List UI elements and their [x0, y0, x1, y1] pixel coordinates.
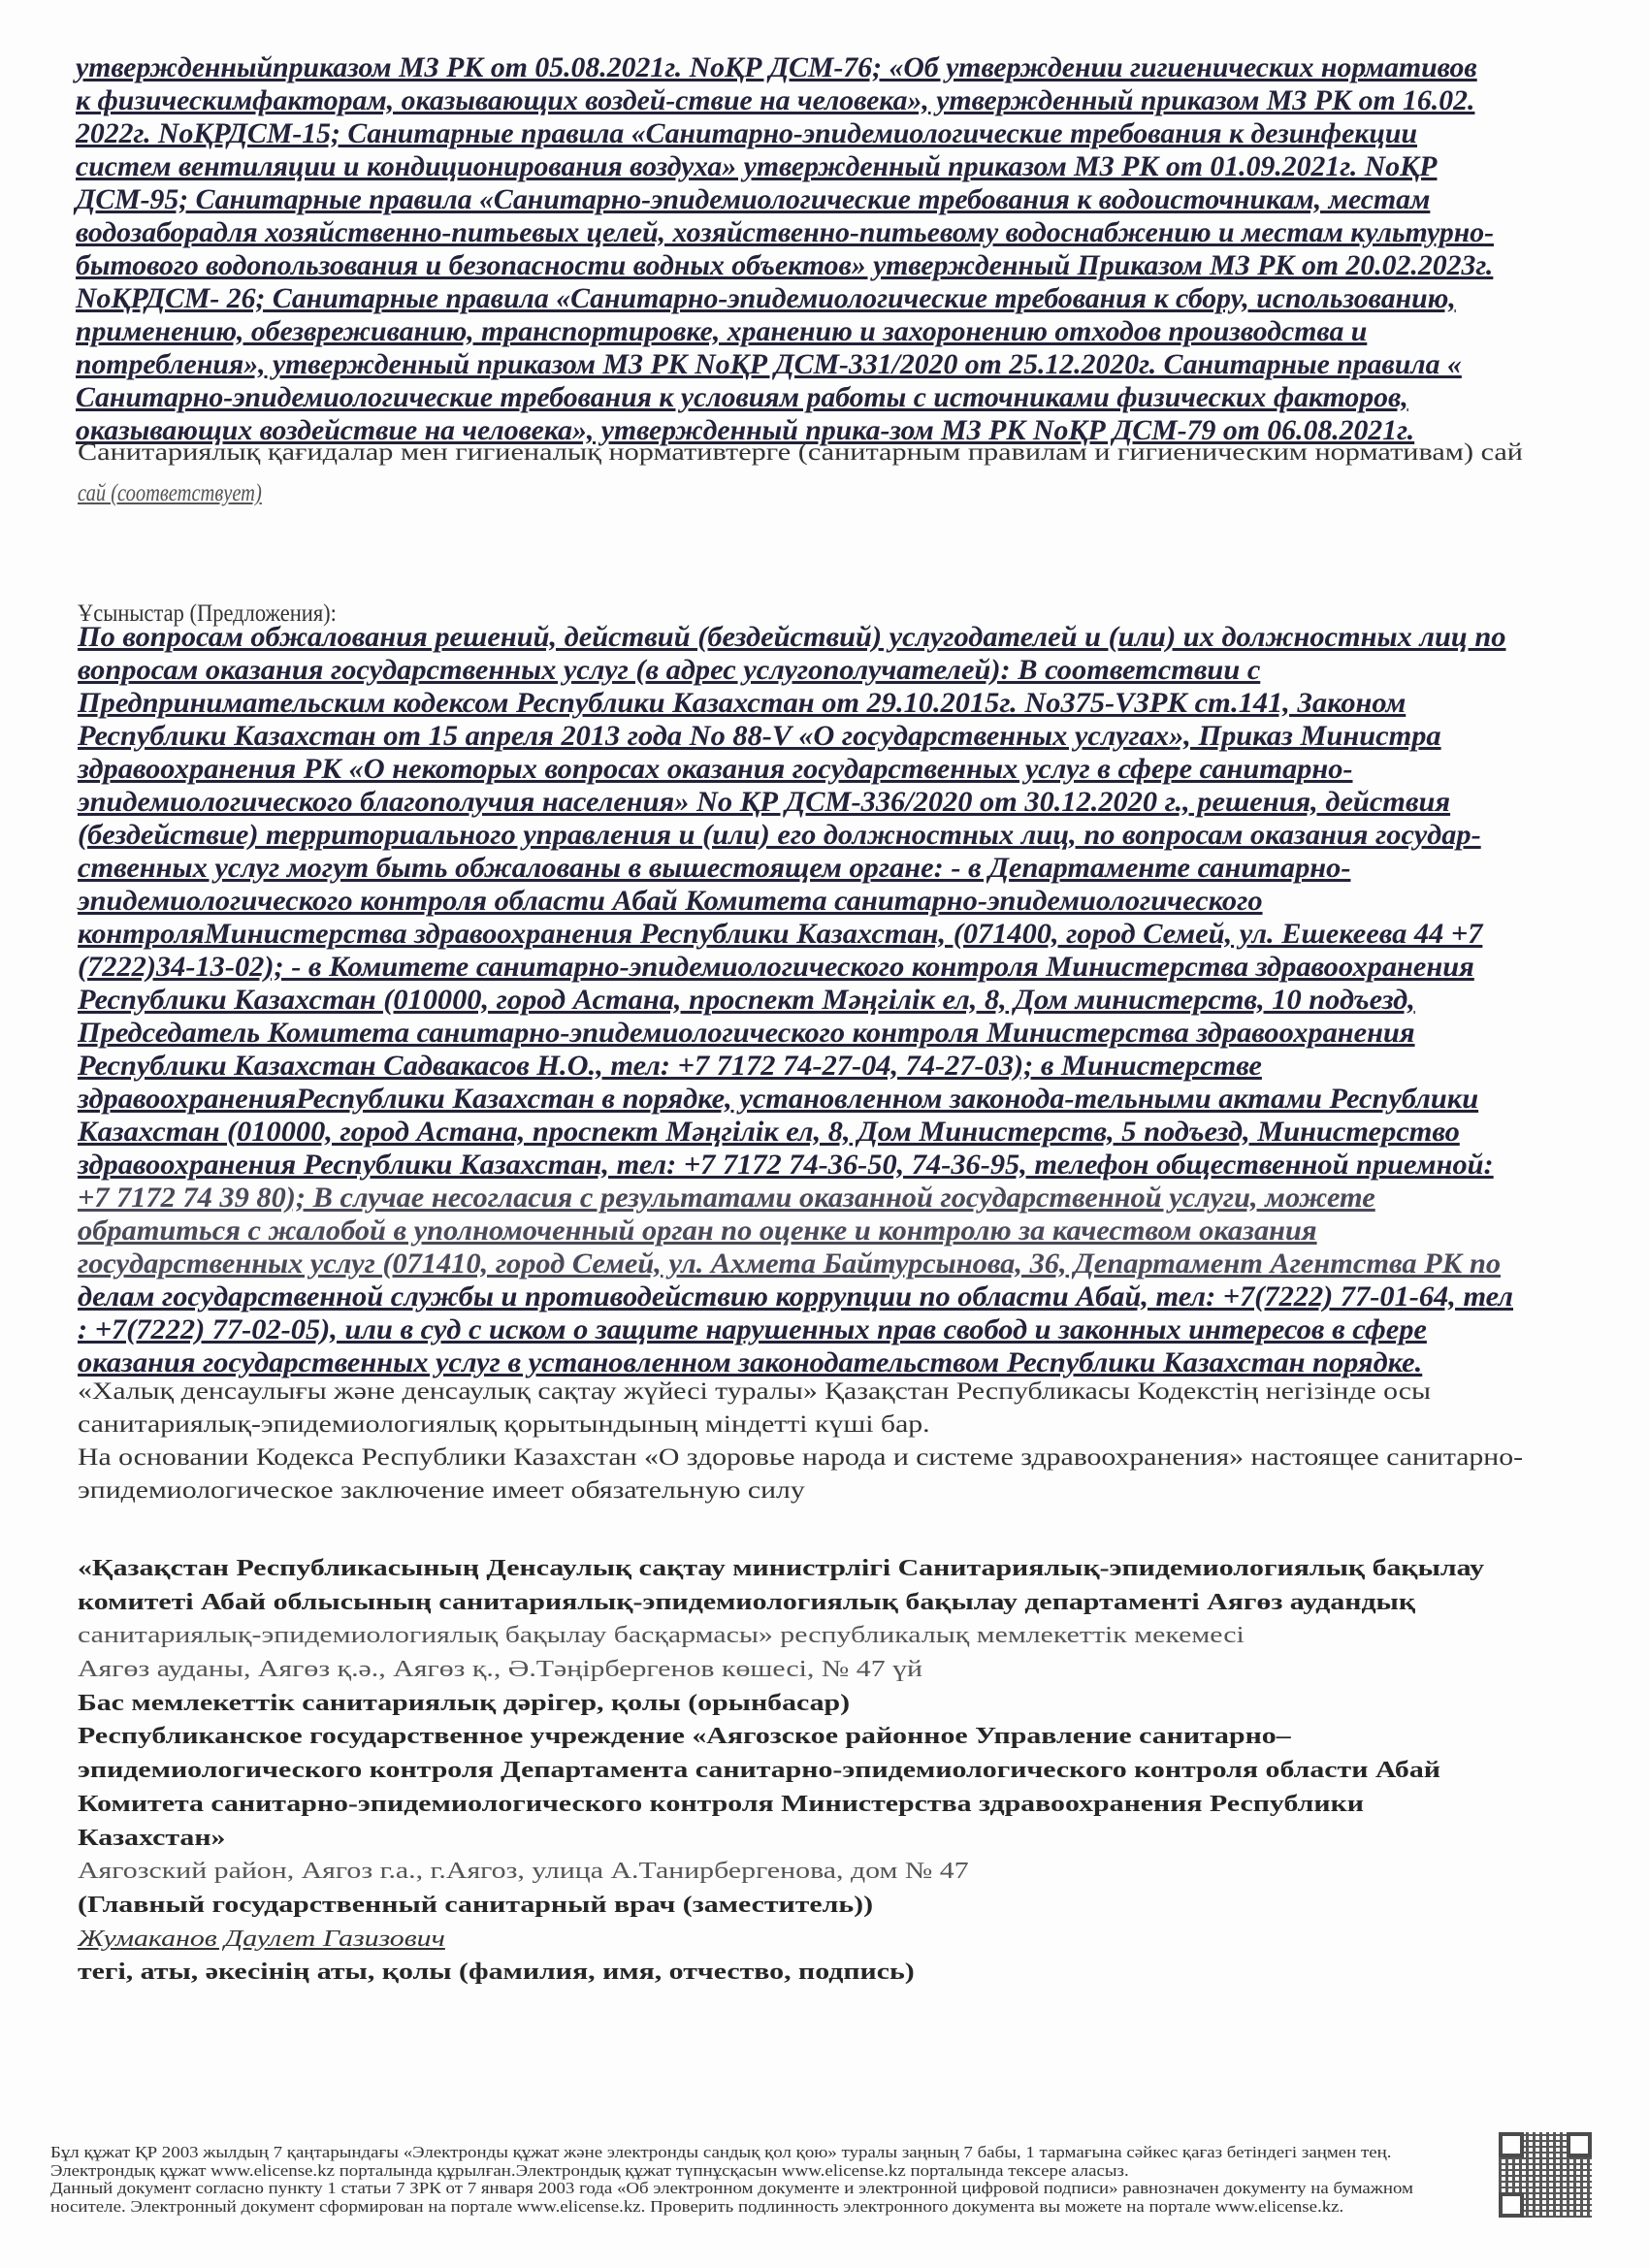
- text-line: оказывающих воздействие на человека», утвержденный прика-зом МЗ РК NoҚР ДСМ-79 от 06.08.2021г.: [76, 414, 1415, 446]
- text-line: здравоохраненияРеспублики Казахстан в порядке, установленном законода-тельными актами Республики: [78, 1083, 1479, 1115]
- text-line: Республики Казахстан Садвакасов Н.О., тел: +7 7172 74-27-04, 74-27-03); в Министерстве: [78, 1050, 1262, 1082]
- text-line: потребления», утвержденный приказом МЗ РК NoҚР ДСМ-331/2020 от 25.12.2020г. Санитарные правила «: [76, 348, 1462, 380]
- text-line: эпидемиологического благополучия населения» No ҚР ДСМ-336/2020 от 30.12.2020 г., решения, действия: [78, 786, 1451, 818]
- text-line: оказания государственных услуг в установленном законодательством Республики Казахстан порядке.: [78, 1346, 1423, 1378]
- signer-name: Жумаканов Даулет Газизович: [78, 1926, 445, 1952]
- text-line: систем вентиляции и кондиционирования воздуха» утвержденный приказом МЗ РК от 01.09.2021г. NoҚР: [76, 150, 1438, 182]
- text-line: 2022г. NoҚРДСМ-15; Санитарные правила «Санитарно-эпидемиологические требования к дезинфекции: [76, 117, 1417, 149]
- text-line: водозаборадля хозяйственно-питьевых целей, хозяйственно-питьевому водоснабжению и местам культурно-: [76, 216, 1494, 248]
- issuer-address: Аягөз ауданы, Аягөз қ.ә., Аягөз қ., Ә.Тәңірбергенов көшесі, № 47 үй: [78, 1657, 922, 1683]
- issuer-position: (Главный государственный санитарный врач (заместитель)): [78, 1892, 874, 1918]
- issuer-position: Бас мемлекеттік санитариялық дәрігер, қолы (орынбасар): [78, 1690, 851, 1716]
- text-line: (7222)34-13-02); - в Комитете санитарно-эпидемиологического контроля Министерства здравоохранения: [78, 951, 1474, 983]
- text-line: Санитарно-эпидемиологические требования к условиям работы с источниками физических факторов,: [76, 381, 1408, 413]
- text-line: делам государственной службы и противодействию коррупции по области Абай, тел: +7(7222) 77-01-64, тел: [78, 1280, 1513, 1312]
- issuer-line: Казахстан»: [78, 1825, 226, 1851]
- text-line: +7 7172 74 39 80); В случае несогласия с результатами оказанной государственной услуги, можете: [78, 1182, 1375, 1214]
- footer-notice: [50, 2143, 1414, 2216]
- issuer-line: комитеті Абай облысының санитариялық-эпидемиологиялық бақылау департаменті Аягөз аудандық: [78, 1589, 1416, 1615]
- text-line: : +7(7222) 77-02-05), или в суд с иском о защите нарушенных прав свобод и законных интересов в сфере: [78, 1313, 1427, 1345]
- text-line: NoҚРДСМ- 26; Санитарные правила «Санитарно-эпидемиологические требования к сбору, использованию,: [76, 282, 1456, 314]
- compliance-value: [78, 477, 302, 510]
- text-line: Республики Казахстан от 15 апреля 2013 года No 88-V «О государственных услугах», Приказ Министра: [78, 720, 1441, 752]
- issuer-address: Аягозский район, Аягоз г.а., г.Аягоз, улица А.Танирбергенова, дом № 47: [78, 1859, 969, 1885]
- footer-line: Бұл құжат ҚР 2003 жылдың 7 қаңтарындағы «Электронды құжат және электронды сандық қол қою» туралы заңның 7 бабы, 1 тармағына сәйкес қағаз бетіндегі заңмен тең.: [50, 2143, 1392, 2161]
- footer-line: носителе. Электронный документ сформирован на портале www.elicense.kz. Проверить подлинность электронного документа вы можете на портале www.elicense.kz.: [50, 2196, 1344, 2216]
- text-line: Председатель Комитета санитарно-эпидемиологического контроля Министерства здравоохранения: [78, 1017, 1415, 1049]
- compliance-label-text: Санитариялық қағидалар мен гигиеналық нормативтерге (санитарным правилам и гигиеническим нормативам) сай: [78, 439, 1523, 466]
- issuer-block: [78, 1552, 1484, 1990]
- text-line: к физическимфакторам, оказывающих воздей-ствие на человека», утвержденный приказом МЗ РК от 16.02.: [76, 84, 1475, 116]
- text-line: здравоохранения РК «О некоторых вопросах оказания государственных услуг в сфере санитарно-: [78, 753, 1353, 785]
- text-line: бытового водопользования и безопасности водных объектов» утвержденный Приказом МЗ РК от 20.02.2023г.: [76, 249, 1494, 281]
- regulations-text: [76, 51, 1505, 447]
- text-line: На основании Кодекса Республики Казахстан «О здоровье народа и системе здравоохранения» настоящее санитарно-: [78, 1444, 1523, 1471]
- text-line: По вопросам обжалования решений, действий (бездействий) услугодателей и (или) их должностных лиц по: [78, 621, 1506, 653]
- text-line: здравоохранения Республики Казахстан, тел: +7 7172 74-36-50, 74-36-95, телефон общественной приемной:: [78, 1149, 1494, 1181]
- issuer-line: Комитета санитарно-эпидемиологического контроля Министерства здравоохранения Республики: [78, 1791, 1364, 1817]
- proposals-label-text: Ұсыныстар (Предложения):: [78, 600, 337, 627]
- text-line: санитариялық-эпидемиологиялық қорытындының міндетті күші бар.: [78, 1411, 930, 1438]
- issuer-line: «Қазақстан Республикасының Денсаулық сақтау министрлігі Санитариялық-эпидемиологиялық бақылау: [78, 1556, 1484, 1581]
- text-line: государственных услуг (071410, город Семей, ул. Ахмета Байтурсынова, 36, Департамент Агентства РК по: [78, 1247, 1502, 1280]
- issuer-line: Республиканское государственное учреждение «Аягозское районное Управление санитарно–: [78, 1724, 1291, 1750]
- signature-caption: тегі, аты, әкесінің аты, қолы (фамилия, имя, отчество, подпись): [78, 1960, 915, 1986]
- issuer-line: эпидемиологического контроля Департамента санитарно-эпидемиологического контроля области Абай: [78, 1758, 1440, 1784]
- text-line: (бездействие) территориального управления и (или) его должностных лиц, по вопросам оказания государ-: [78, 819, 1481, 851]
- text-line: Предпринимательским кодексом Республики Казахстан от 29.10.2015г. No375-VЗРК ст.141, Законом: [78, 687, 1406, 719]
- footer-line: Электрондық құжат www.elicense.kz порталында құрылған.Электрондық құжат түпнұсқасын www.elicense.kz порталында тексере аласыз.: [50, 2160, 1129, 2180]
- text-line: ственных услуг могут быть обжалованы в вышестоящем органе: - в Департаменте санитарно-: [78, 852, 1351, 884]
- proposals-text: [78, 621, 1513, 1379]
- text-line: контроляМинистерства здравоохранения Республики Казахстан, (071400, город Семей, ул. Ешекеева 44 +7: [78, 918, 1483, 950]
- text-line: эпидемиологическое заключение имеет обязательную силу: [78, 1477, 805, 1504]
- text-line: Казахстан (010000, город Астана, проспект Мәңгілік ел, 8, Дом Министерств, 5 подъезд, Министерство: [78, 1116, 1460, 1148]
- compliance-label: [78, 437, 1523, 470]
- qr-code-icon: [1499, 2132, 1592, 2218]
- issuer-line: санитариялық-эпидемиологиялық бақылау басқармасы» республикалық мемлекеттік мекемесі: [78, 1623, 1245, 1649]
- text-line: эпидемиологического контроля области Абай Комитета санитарно-эпидемиологического: [78, 885, 1263, 917]
- text-line: вопросам оказания государственных услуг (в адрес услугополучателей): В соответствии с: [78, 654, 1261, 686]
- validity-statement: [78, 1376, 1523, 1507]
- text-line: ДСМ-95; Санитарные правила «Санитарно-эпидемиологические требования к водоисточникам, местам: [76, 183, 1431, 215]
- text-line: Республики Казахстан (010000, город Астана, проспект Мәңгілік ел, 8, Дом министерств, 10 подъезд,: [78, 984, 1415, 1016]
- compliance-value-text: сай (соответствует): [78, 480, 262, 506]
- text-line: «Халық денсаулығы және денсаулық сақтау жүйесі туралы» Қазақстан Республикасы Кодекстің негізінде осы: [78, 1378, 1431, 1405]
- text-line: утвержденныйприказом МЗ РК от 05.08.2021г. NoҚР ДСМ-76; «Об утверждении гигиенических нормативов: [76, 51, 1477, 83]
- text-line: применению, обезвреживанию, транспортировке, хранению и захоронению отходов производства и: [76, 315, 1368, 347]
- text-line: обратиться с жалобой в уполномоченный орган по оценке и контролю за качеством оказания: [78, 1215, 1317, 1247]
- footer-line: Данный документ согласно пункту 1 статьи 7 ЗРК от 7 января 2003 года «Об электронном документе и электронной цифровой подписи» равнозначен документу на бумажном: [50, 2179, 1414, 2197]
